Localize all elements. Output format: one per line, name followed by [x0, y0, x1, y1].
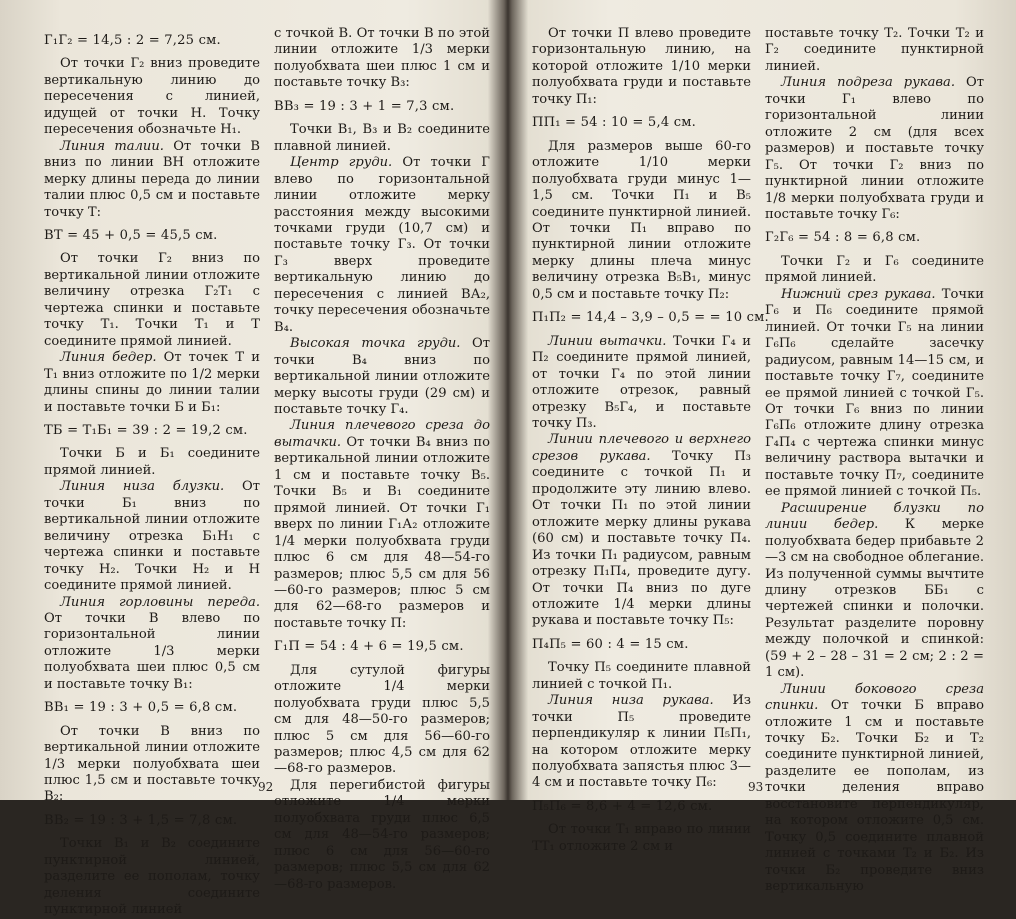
- paragraph: [44, 350, 260, 416]
- paragraph-text: К мерке полуобхвата бедер прибавьте 2—3 см на свободное облегание. Из полученной суммы вычтите длину отрезков ББ₁ с чертежей спинки и полочки. Результат разделите поровну между полочкой и спинкой: (59 + 2 – 28 – 31 = 2 см; 2 : 2 = 1 см).: [765, 517, 984, 681]
- section-heading: Нижний срез рукава.: [781, 286, 936, 302]
- paragraph: [765, 682, 984, 896]
- paragraph: [44, 836, 260, 918]
- paragraph: [44, 595, 260, 694]
- section-heading: Линии плечевого и верхнего срезов рукава.: [532, 432, 751, 464]
- paragraph: [532, 822, 751, 855]
- paragraph-text: поставьте точку Т₂. Точки Т₂ и Г₂ соедините пунктирной линией.: [765, 26, 984, 74]
- paragraph-text: Для размеров выше 60-го отложите 1/10 мерки полуобхвата груди минус 1—1,5 см. Точки П₁ и В₅ соедините пунктирной линией. От точки П₁ вправо по пунктирной линии отложите мерку длины плеча минус величину отрезка В₅В₁, минус 0,5 см и поставьте точку П₂:: [532, 138, 751, 302]
- formula-line: [44, 33, 260, 49]
- paragraph: [274, 778, 490, 893]
- paragraph-text: От точки Г₂ вниз проведите вертикальную линию до пересечения с линией, идущей от точки Н. Точку пересечения обозначьте Н₁.: [44, 56, 260, 138]
- paragraph-text: От точки Т₁ вправо по линии ТТ₁ отложите 2 см и: [532, 822, 751, 854]
- paragraph-text: Точку П₅ соедините плавной линией с точкой П₁.: [532, 660, 751, 692]
- paragraph: [532, 693, 751, 792]
- paragraph: [765, 501, 984, 682]
- paragraph-text: ПП₁ = 54 : 10 = 5,4 см.: [532, 115, 697, 131]
- paragraph: [44, 724, 260, 806]
- paragraph-text: Г₂Г₆ = 54 : 8 = 6,8 см.: [765, 230, 921, 246]
- section-heading: Линия низа рукава.: [548, 693, 714, 709]
- section-heading: Высокая точка груди.: [290, 336, 461, 352]
- paragraph-text: Г₁Г₂ = 14,5 : 2 = 7,25 см.: [44, 33, 221, 48]
- section-heading: Линия талии.: [60, 138, 164, 154]
- paragraph-text: От точки Г₁ влево по горизонтальной линии отложите 2 см (для всех размеров) и поставьте точку Г₅. От точки Г₂ вниз по пунктирной линии отложите 1/8 мерки полуобхвата груди и поставьте точку Г₆:: [765, 75, 985, 222]
- right-page-column-2: [765, 26, 985, 895]
- paragraph: [274, 155, 490, 336]
- paragraph-text: ВВ₂ = 19 : 3 + 1,5 = 7,8 см.: [44, 812, 238, 828]
- section-heading: Центр груди.: [290, 155, 393, 171]
- section-heading: Линии вытачки.: [548, 333, 667, 349]
- paragraph-text: П₁П₂ = 14,4 – 3,9 – 0,5 = = 10 см.: [532, 310, 769, 326]
- paragraph-text: Точки Б и Б₁ соедините прямой линией.: [44, 446, 260, 478]
- section-heading: Расширение блузки по линии бедер.: [765, 500, 984, 533]
- paragraph: [532, 334, 751, 433]
- paragraph-text: От точки В₄ вниз по вертикальной линии отложите 1 см и поставьте точку В₅. Точки В₅ и В₁ соедините прямой линией. От точки Г₁ вверх по линии Г₁А₂ отложите 1/4 мерки полуобхвата груди плюс 6 см для 48—54-го размеров; плюс 5,5 см для 56—60-го размеров; плюс 5 см для 62—68-го размеров и поставьте точку П:: [274, 434, 490, 631]
- section-heading: Линия бедер.: [60, 350, 157, 366]
- formula-line: [44, 423, 260, 439]
- left-page-column-1: [44, 26, 260, 918]
- paragraph-continued: [765, 26, 984, 75]
- formula-line: [44, 228, 260, 244]
- paragraph-continued: [274, 26, 490, 92]
- formula-line: [44, 700, 260, 716]
- paragraph-text: ВВ₁ = 19 : 3 + 0,5 = 6,8 см.: [44, 700, 238, 716]
- paragraph: [44, 251, 260, 350]
- formula-line: [274, 99, 490, 115]
- paragraph-text: Точки Г₆ и П₆ соедините прямой линией. От точки Г₅ на линии Г₆П₆ сделайте засечку радиусом, равным 14—15 см, и поставьте точку Г₇, соедините ее прямой линией с точкой Г₅. От точки Г₆ вниз по линии Г₆П₆ отложите длину отрезка Г₄П₄ с чертежа спинки минус величину раствора вытачки и поставьте точку П₇, соедините ее прямой линией с точкой П₅.: [765, 286, 984, 500]
- paragraph-text: Из точки П₅ проведите перпендикуляр к линии П₅П₁, на котором отложите мерку полуобхвата запястья плюс 3—4 см и поставьте точку П₆:: [532, 693, 751, 791]
- paragraph-text: От точки Г влево по горизонтальной линии отложите мерку расстояния между высокими точками груди (10,7 см) и поставьте точку Г₃. От точки Г₃ вверх проведите вертикальную линию до пересечения с линией ВА₂, точку пересечения обозначьте В₄.: [274, 155, 490, 335]
- paragraph: [44, 56, 260, 138]
- paragraph: [274, 418, 490, 632]
- formula-line: [532, 637, 751, 653]
- paragraph-text: Точки Г₄ и П₂ соедините прямой линией, от точки Г₄ по этой линии отложите отрезок, равный отрезку В₅Г₄, и поставьте точку П₃.: [532, 333, 751, 431]
- paragraph: [44, 139, 260, 221]
- formula-line: [532, 115, 751, 131]
- paragraph-text: ВВ₃ = 19 : 3 + 1 = 7,3 см.: [274, 98, 455, 114]
- paragraph-text: П₅П₆ = 8,6 + 4 = 12,6 см.: [532, 798, 713, 814]
- paragraph-text: Точку П₃ соедините с точкой П₁ и продолжите эту линию влево. От точки П₁ по этой линии отложите мерку длины рукава (60 см) и поставьте точку П₄. Из точки П₁ радиусом, равным отрезку П₁П₄, проведите дугу. От точки П₄ вниз по дуге отложите 1/4 мерки длины рукава и поставьте точку П₅:: [532, 448, 751, 629]
- paragraph-text: От точки Б₁ вниз по вертикальной линии отложите величину отрезка Б₁Н₁ с чертежа спинки и поставьте точку Н₂. Точки Н₂ и Н соедините прямой линией.: [44, 479, 260, 594]
- paragraph-text: Точки В₁, В₃ и В₂ соедините плавной линией.: [274, 122, 490, 154]
- paragraph: [765, 287, 984, 501]
- paragraph-text: От точки В₄ вниз по вертикальной линии отложите мерку высоты груди (29 см) и поставьте точку Г₄.: [274, 336, 490, 417]
- left-page-column-2: [274, 26, 490, 892]
- section-heading: Линия подреза рукава.: [781, 75, 956, 91]
- paragraph: [532, 139, 751, 304]
- paragraph: [274, 122, 490, 155]
- section-heading: Линии бокового среза спинки.: [765, 681, 984, 714]
- formula-line: [532, 310, 769, 326]
- paragraph-text: ТБ = Т₁Б₁ = 39 : 2 = 19,2 см.: [44, 422, 248, 438]
- section-heading: Линия низа блузки.: [60, 479, 225, 495]
- paragraph-text: От точки Б вправо отложите 1 см и поставьте точку Б₂. Точки Б₂ и Т₂ соедините пунктирной линией, разделите ее пополам, из точки деления вправо восстановите перпендикуляр, на котором отложите 0,5 см. Точку 0,5 соедините плавной линией с точками Т₂ и Б₂. Из точки Б₂ проведите вниз вертикальную: [765, 698, 984, 895]
- paragraph-text: От точки В вниз по вертикальной линии отложите 1/3 мерки полуобхвата шеи плюс 1,5 см и поставьте точку В₂:: [44, 723, 260, 805]
- paragraph-text: Точки В₁ и В₂ соедините пунктирной линией, разделите ее пополам, точку деления соедините пунктирной линией: [44, 836, 260, 918]
- paragraph: [532, 432, 751, 629]
- paragraph-text: П₄П₅ = 60 : 4 = 15 см.: [532, 636, 689, 652]
- paragraph-text: От точки П влево проведите горизонтальную линию, на которой отложите 1/10 мерки полуобхвата груди и поставьте точку П₁:: [532, 26, 751, 107]
- paragraph: [765, 254, 984, 287]
- paragraph: [532, 26, 751, 108]
- formula-line: [765, 230, 984, 246]
- formula-line: [274, 639, 490, 655]
- page-number-left: 92: [258, 780, 274, 794]
- left-page: [44, 26, 490, 918]
- paragraph: [44, 446, 260, 479]
- paragraph: [44, 479, 260, 594]
- paragraph: [274, 663, 490, 778]
- paragraph: [274, 336, 490, 418]
- paragraph-text: ВТ = 45 + 0,5 = 45,5 см.: [44, 227, 218, 243]
- page-number-right: 93: [748, 780, 764, 794]
- paragraph-text: От точки Г₂ вниз по вертикальной линии отложите величину отрезка Г₂Т₁ с чертежа спинки и поставьте точку Т₁. Точки Т₁ и Т соедините прямой линией.: [44, 251, 260, 349]
- section-heading: Линия горловины переда.: [60, 594, 260, 610]
- paragraph: [532, 660, 751, 693]
- formula-line: [44, 813, 260, 829]
- paragraph-text: От точки В вниз по линии ВН отложите мерку длины переда до линии талии плюс 0,5 см и поставьте точку Т:: [44, 138, 260, 220]
- paragraph-text: Для перегибистой фигуры отложите 1/4 мерки полуобхвата груди плюс 6,5 см для 48—54-го размеров; плюс 6 см для 56—60-го размеров; плюс 5,5 см для 62—68-го размеров.: [274, 777, 490, 892]
- paragraph-text: с точкой В. От точки В по этой линии отложите 1/3 мерки полуобхвата шеи плюс 1 см и поставьте точку В₃:: [274, 26, 490, 91]
- paragraph-text: От точек Т и Т₁ вниз отложите по 1/2 мерки длины спины до линии талии и поставьте точки Б и Б₁:: [44, 350, 260, 415]
- paragraph-text: Для сутулой фигуры отложите 1/4 мерки полуобхвата груди плюс 5,5 см для 48—50-го размеров; плюс 5 см для 56—60-го размеров; плюс 4,5 см для 62—68-го размеров.: [274, 662, 490, 777]
- paragraph-text: От точки В влево по горизонтальной линии отложите 1/3 мерки полуобхвата шеи плюс 0,5 см и поставьте точку В₁:: [44, 610, 260, 692]
- formula-line: [532, 799, 751, 815]
- paragraph-text: Г₁П = 54 : 4 + 6 = 19,5 см.: [274, 639, 464, 655]
- paragraph-text: Точки Г₂ и Г₆ соедините прямой линией.: [765, 253, 984, 286]
- section-heading: Линия плечевого среза до вытачки.: [274, 418, 490, 450]
- paragraph: [765, 75, 984, 223]
